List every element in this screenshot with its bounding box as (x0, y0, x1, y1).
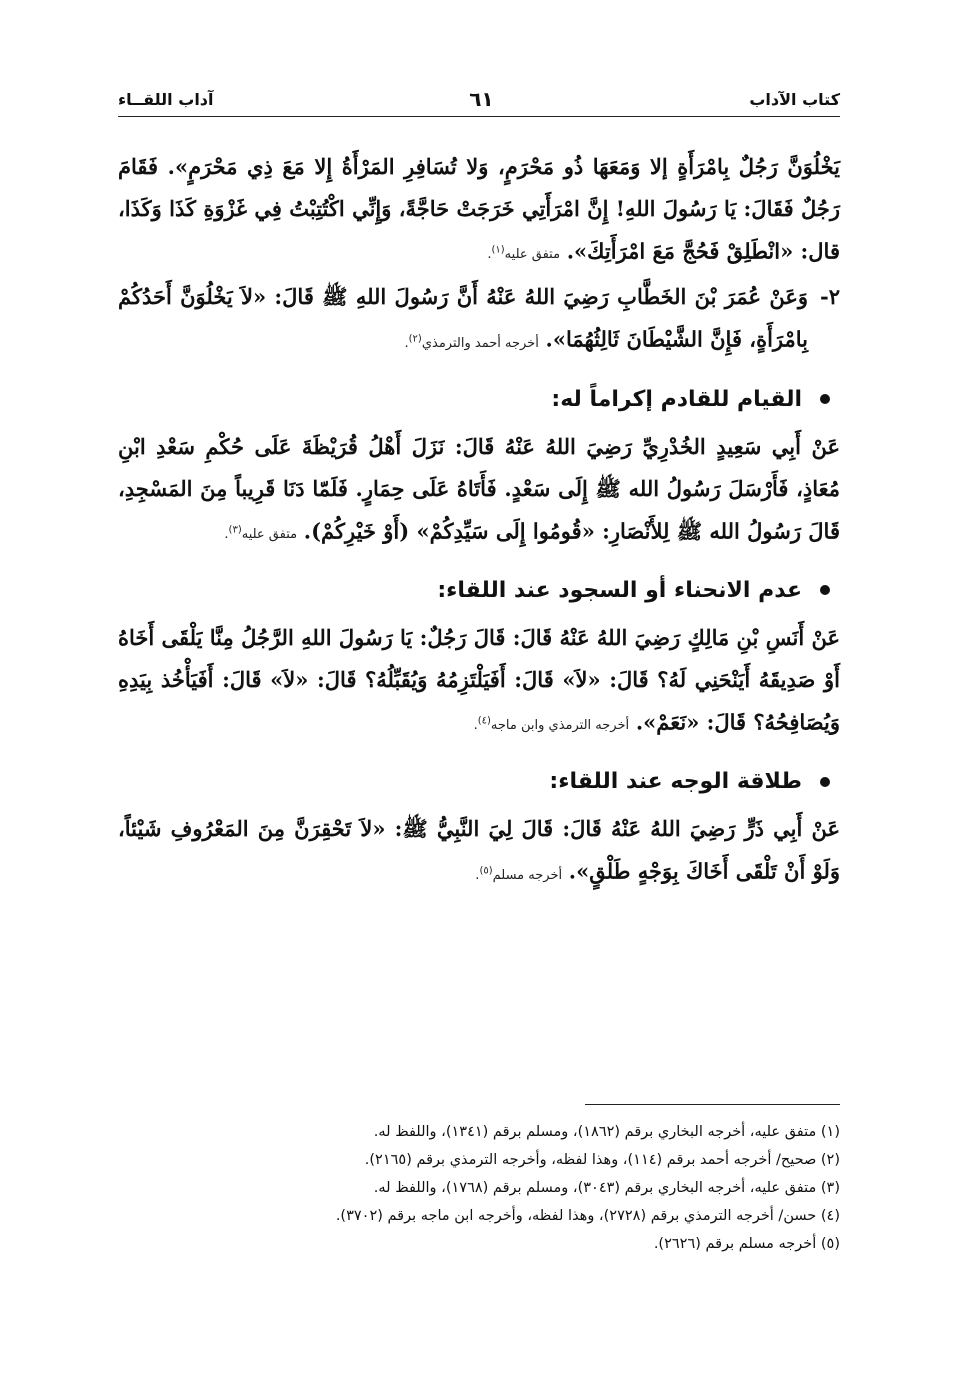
citation-text: أخرجه أحمد والترمذي (421, 335, 539, 351)
paragraph-text: عَنْ أَنَسِ بْنِ مَالِكٍ رَضِيَ اللهُ عَنْهُ قَالَ: قَالَ رَجُلٌ: يَا رَسُولَ اللهِ الرَّجُلُ مِنَّا يَلْقَى أَخَاهُ أَوْ صَدِيقَهُ أَيَنْحَنِي لَهُ؟ قَالَ: «لاَ» قَالَ: أَفَيَلْتَزِمُهُ وَيُقَبِّلُهُ؟ قَالَ: «لاَ» قَالَ: أَفَيَأْخُذ بِيَدِهِ وَيُصَافِحُهُ؟ قَالَ: «نَعَمْ». (118, 624, 840, 735)
citation: متفق عليه$^{(١)}$. (487, 245, 561, 263)
footnote-divider (585, 1104, 840, 1105)
section-title: عدم الانحناء أو السجود عند اللقاء: (437, 577, 802, 603)
footnote: (٢) صحيح/ أخرجه أحمد برقم (١١٤)، وهذا لفظه، وأخرجه الترمذي برقم (٢١٦٥). (364, 1152, 840, 1168)
numbered-item (118, 276, 840, 364)
citation: أخرجه مسلم$^{(٥)}$. (475, 865, 563, 883)
running-header (118, 84, 840, 114)
bullet-icon (820, 585, 830, 595)
section-paragraph (118, 426, 840, 556)
section-heading (118, 387, 840, 412)
footnote: (١) متفق عليه، أخرجه البخاري برقم (١٨٦٢)، ومسلم برقم (١٣٤١)، واللفظ له. (373, 1124, 840, 1140)
citation: متفق عليه$^{(٣)}$. (224, 524, 298, 542)
header-divider (118, 116, 840, 117)
continued-paragraph (118, 146, 840, 276)
footnote-ref: (٥) (479, 865, 493, 877)
section-title: القيام للقادم إكراماً له: (551, 386, 802, 412)
paragraph-text: وَعَنْ عُمَرَ بْنَ الخَطَّابِ رَضِيَ اللهُ عَنْهُ أَنَّ رَسُولَ اللهِ ﷺ قَالَ: «لاَ يَخْلُوَنَّ أَحَدُكُمْ بِامْرَأَةٍ، فَإِنَّ الشَّيْطَانَ ثَالِثُهُمَا». (118, 284, 808, 352)
citation: أخرجه الترمذي وابن ماجه$^{(٤)}$. (473, 715, 630, 734)
footnote-ref: (١) (491, 245, 505, 256)
paragraph-text: عَنْ أَبِي ذَرٍّ رَضِيَ اللهُ عَنْهُ قَالَ: قَالَ لِيَ النَّبِيُّ ﷺ: «لاَ تَحْقِرَنَّ مِنَ المَعْرُوفِ شَيْئاً، وَلَوْ أَنْ تَلْقَى أَخَاكَ بِوَجْهٍ طَلْقٍ». (118, 816, 840, 884)
paragraph-text: عَنْ أَبِي سَعِيدٍ الخُدْرِيِّ رَضِيَ اللهُ عَنْهُ قَالَ: نَزَلَ أَهْلُ قُرَيْظَةَ عَلَى حُكْمِ سَعْدِ ابْنِ مُعَاذٍ، فَأَرْسَلَ رَسُولُ الله ﷺ إِلَى سَعْدٍ. فَأَتَاهُ عَلَى حِمَارٍ. فَلَمّا دَنَا قَرِيباً مِنَ المَسْجِدِ، قَالَ رَسُولُ الله ﷺ لِلأَنْصَارِ: «قُومُوا إِلَى سَيِّدِكُمْ» (أَوْ خَيْرِكُمْ). (118, 433, 840, 543)
footnote: (٣) متفق عليه، أخرجه البخاري برقم (٣٠٤٣)، ومسلم برقم (١٧٦٨)، واللفظ له. (373, 1180, 840, 1196)
footnote: (٥) أخرجه مسلم برقم (٢٦٢٦). (653, 1236, 840, 1252)
footnote-ref: (٢) (408, 333, 422, 345)
section-heading (118, 578, 840, 603)
chapter-title: آداب اللقــاء (118, 89, 214, 109)
page-number: ٦١ (469, 87, 494, 111)
section-heading (118, 769, 840, 794)
paragraph-text: يَخْلُوَنَّ رَجُلٌ بِامْرَأَةٍ إلا وَمَعَهَا ذُو مَحْرَمٍ، وَلا تُسَافِرِ المَرْأَةُ إِلا مَعَ ذِي مَحْرَمٍ». فَقَامَ رَجُلٌ فَقَالَ: يَا رَسُولَ اللهِ! إِنَّ امْرَأَتِي خَرَجَتْ حَاجَّةً، وَإِنِّي اكْتُتِبْتُ فِي غَزْوَةِ كَذَا وَكَذَا، قال: «انْطَلِقْ فَحُجَّ مَعَ امْرَأَتِكَ». (118, 154, 840, 264)
bullet-icon (820, 777, 830, 787)
citation-text: متفق عليه (504, 247, 561, 263)
item-paragraph (118, 276, 808, 364)
section-title: طلاقة الوجه عند اللقاء: (549, 769, 802, 795)
page-body (118, 146, 840, 897)
citation: أخرجه أحمد والترمذي$^{(٢)}$. (404, 333, 539, 351)
item-number: ٢- (820, 284, 840, 310)
section-paragraph (118, 617, 840, 747)
section-paragraph (118, 808, 840, 896)
bullet-icon (820, 394, 830, 404)
footnotes (118, 1118, 840, 1258)
footnote: (٤) حسن/ أخرجه الترمذي برقم (٢٧٢٨)، وهذا لفظه، وأخرجه ابن ماجه برقم (٣٧٠٢). (335, 1208, 840, 1224)
citation-text: متفق عليه (241, 526, 298, 542)
footnote-ref: (٤) (477, 715, 491, 727)
book-title: كتاب الآداب (749, 89, 840, 109)
citation-text: أخرجه الترمذي وابن ماجه (490, 718, 630, 734)
citation-text: أخرجه مسلم (492, 867, 563, 883)
footnote-ref: (٣) (228, 524, 242, 536)
